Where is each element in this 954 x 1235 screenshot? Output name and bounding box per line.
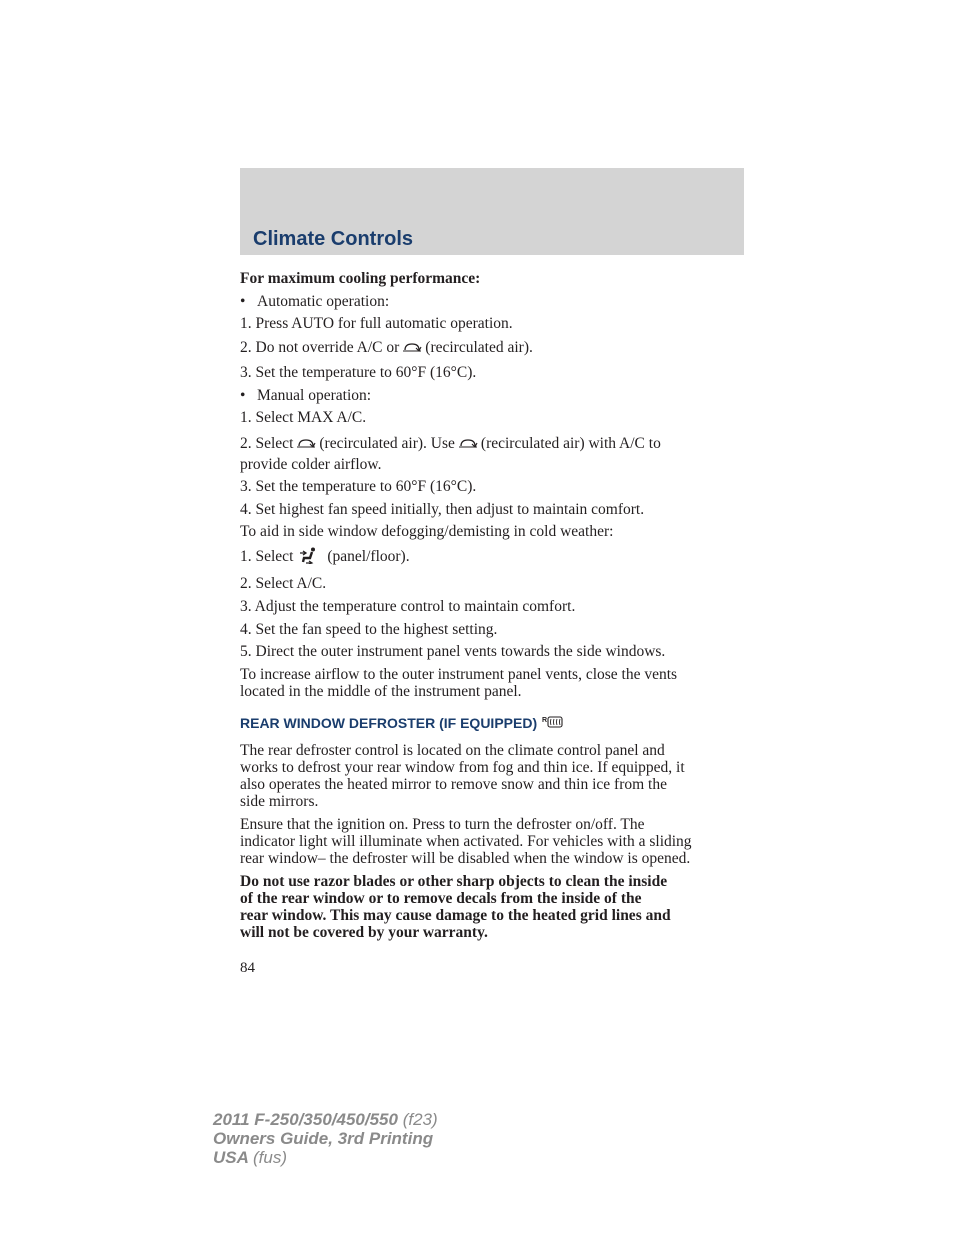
list-item: 3. Set the temperature to 60°F (16°C). (240, 363, 477, 381)
list-item: 3. Adjust the temperature control to maintain comfort. (240, 597, 576, 615)
cooling-heading: For maximum cooling performance: (240, 270, 481, 287)
airflow-note-line: To increase airflow to the outer instrument panel vents, close the vents (240, 665, 678, 683)
list-item: • Automatic operation: (240, 293, 390, 310)
rear-paragraph-1: The rear defroster control is located on the climate control panel and works to defrost your rear window from fog and thin ice. If equipped, it also operates the heated mirror to remove snow and thin ice from the side mirrors. (240, 742, 685, 811)
defog-intro: To aid in side window defogging/demisting in cold weather: (240, 522, 614, 540)
panel-floor-icon (299, 547, 317, 568)
list-item: 4. Set highest fan speed initially, then adjust to maintain comfort. (240, 500, 645, 518)
footer-line-3: USA (fus) (213, 1148, 287, 1167)
airflow-note-line: located in the middle of the instrument panel. (240, 682, 522, 700)
recirculated-air-icon (296, 436, 316, 453)
warning-paragraph: Do not use razor blades or other sharp objects to clean the inside of the rear window or to remove decals from the inside of the rear window. This may cause damage to the heated grid lines and will not be covered by your warranty. (240, 873, 671, 942)
page-content (240, 267, 746, 941)
page-number: 84 (240, 960, 255, 976)
list-item: 1. Press AUTO for full automatic operation. (240, 315, 513, 332)
list-item: • Manual operation: (240, 386, 372, 404)
bullet: • (240, 293, 246, 310)
list-item: 1. Select MAX A/C. (240, 408, 367, 426)
rear-defroster-heading: REAR WINDOW DEFROSTER (IF EQUIPPED) R (240, 715, 746, 733)
list-item: 5. Direct the outer instrument panel vents towards the side windows. (240, 642, 666, 660)
list-item: 4. Set the fan speed to the highest setting. (240, 620, 498, 638)
list-item: 2. Select (recirculated air). Use (recirculated air) with A/C to (240, 434, 661, 452)
rear-defrost-icon (542, 715, 564, 733)
footer-line-2: Owners Guide, 3rd Printing (213, 1129, 434, 1148)
bullet: • (240, 386, 246, 404)
svg-text:R: R (542, 717, 548, 725)
list-item-continuation: provide colder airflow. (240, 455, 382, 473)
list-item: 2. Do not override A/C or (recirculated air). (240, 339, 533, 356)
recirculated-air-icon (458, 436, 478, 453)
document-footer (213, 1110, 438, 1167)
list-item: 1. Select (panel/floor). (240, 547, 746, 568)
recirculated-air-icon (402, 340, 422, 357)
footer-line-1: 2011 F-250/350/450/550 (f23) (213, 1110, 438, 1129)
list-item: 2. Select A/C. (240, 574, 327, 592)
rear-paragraph-2: Ensure that the ignition on. Press to turn the defroster on/off. The indicator light will illuminate when activated. For vehicles with a sliding rear window– the defroster will be disabled when the window is opened. (240, 816, 692, 868)
list-item: 3. Set the temperature to 60°F (16°C). (240, 477, 477, 495)
section-title: Climate Controls (253, 228, 414, 250)
